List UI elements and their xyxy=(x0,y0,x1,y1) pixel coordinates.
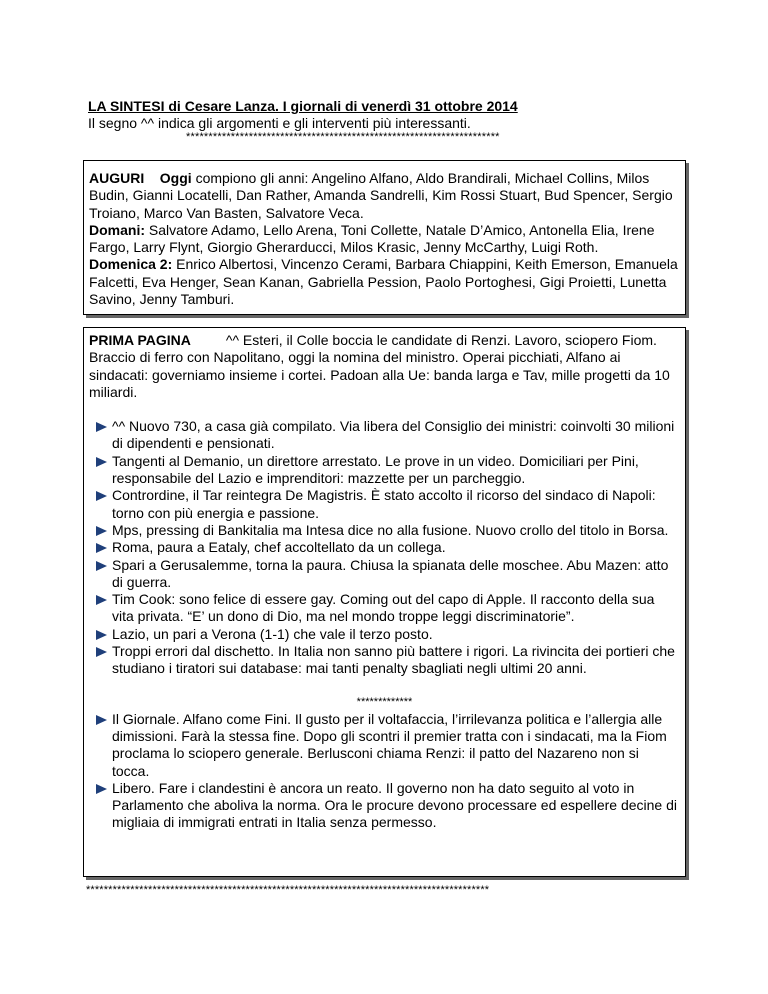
triangle-right-icon xyxy=(96,647,107,657)
triangle-right-icon xyxy=(96,491,107,501)
inner-separator: ************* xyxy=(356,695,413,708)
header-separator: ********************************************************************** xyxy=(186,131,500,143)
list-item xyxy=(89,643,680,678)
list-item-text: ^^ Nuovo 730, a casa già compilato. Via libera del Consiglio dei ministri: coinvolti 30 milioni di dipendenti e pensionati. xyxy=(112,418,675,452)
newspaper-list xyxy=(89,711,680,832)
domani-text: Salvatore Adamo, Lello Arena, Toni Collette, Natale D’Amico, Antonella Elia, Irene Fargo, Larry Flynt, Giorgio Gherarducci, Milos Krasic, Jenny McCarthy, Luigi Roth. xyxy=(89,221,655,256)
list-item-text: Spari a Gerusalemme, torna la paura. Chiusa la spianata delle moschee. Abu Mazen: atto di guerra. xyxy=(112,556,669,590)
list-item-text: Libero. Fare i clandestini è ancora un reato. Il governo non ha dato seguito al voto in Parlamento che aboliva la norma. Ora le procure devono processare ed espellere decine di migliaia di immigrati entrati in Italia senza permesso. xyxy=(112,779,677,831)
oggi-text: compiono gli anni: Angelino Alfano, Aldo Brandirali, Michael Collins, Milos Budin, Gianni Locatelli, Dan Rather, Amanda Sandrelli, Kim Rossi Stuart, Bud Spencer, Sergio Troiano, Marco Van Basten, Salvatore Veca. xyxy=(89,170,673,221)
list-item xyxy=(89,557,680,592)
prima-pagina-intro-text: ^^ Esteri, il Colle boccia le candidate di Renzi. Lavoro, sciopero Fiom. Braccio di ferro con Napolitano, oggi la nomina del ministro. Operai picchiati, Alfano ai sindacati: governiamo insieme i cortei. Padoan alla Ue: banda larga e Tav, mille progetti da 10 miliardi. xyxy=(89,332,670,400)
list-item xyxy=(89,780,680,832)
triangle-right-icon xyxy=(96,595,107,605)
prima-pagina-heading: PRIMA PAGINA xyxy=(89,332,191,348)
document-title: LA SINTESI di Cesare Lanza. I giornali di venerdì 31 ottobre 2014 xyxy=(88,98,518,114)
list-item-text: Roma, paura a Eataly, chef accoltellato da un collega. xyxy=(112,539,446,556)
triangle-right-icon xyxy=(96,543,107,553)
triangle-right-icon xyxy=(96,784,107,794)
triangle-right-icon xyxy=(96,526,107,536)
list-item xyxy=(89,487,680,522)
list-item-text: Contrordine, il Tar reintegra De Magistris. È stato accolto il ricorso del sindaco di Napoli: torno con più energia e passione. xyxy=(112,487,656,521)
triangle-right-icon xyxy=(96,422,107,432)
document-subtitle: Il segno ^^ indica gli argomenti e gli interventi più interessanti. xyxy=(88,115,471,131)
footer-separator: ******************************************************************************************* xyxy=(86,884,490,896)
list-item xyxy=(89,626,680,643)
oggi-label: Oggi xyxy=(159,170,192,186)
triangle-right-icon xyxy=(96,630,107,640)
list-item-text: Troppi errori dal dischetto. In Italia non sanno più battere i rigori. La rivincita dei portieri che studiano i tiratori sui database: mai tanti penalty sbagliati negli ultimi 20 anni. xyxy=(112,643,675,677)
list-item xyxy=(89,418,680,453)
domenica-label: Domenica 2: xyxy=(89,256,173,273)
auguri-oggi xyxy=(89,170,680,222)
list-item-text: Mps, pressing di Bankitalia ma Intesa dice no alla fusione. Nuovo crollo del titolo in Borsa. xyxy=(112,521,669,538)
domenica-text: Enrico Albertosi, Vincenzo Cerami, Barbara Chiappini, Keith Emerson, Emanuela Falcetti, Eva Henger, Sean Kanan, Gabriella Pession, Paolo Portoghesi, Gigi Proietti, Lunetta Savino, Jenny Tamburi. xyxy=(89,256,678,308)
prima-pagina-box xyxy=(83,327,686,877)
auguri-domenica xyxy=(89,256,680,308)
auguri-domani xyxy=(89,222,680,257)
list-item-text: Il Giornale. Alfano come Fini. Il gusto per il voltafaccia, l’irrilevanza politica e l’allergia alle dimissioni. Farà la stessa fine. Dopo gli scontri il premier tratta con i sindacati, ma la Fiom proclama lo sciopero generale. Berlusconi chiama Renzi: il patto del Nazareno non si tocca. xyxy=(112,710,667,779)
news-list xyxy=(89,418,680,677)
list-item-text: Tim Cook: sono felice di essere gay. Coming out del capo di Apple. Il racconto della sua vita privata. “E’ un dono di Dio, ma nel mondo troppe leggi discriminatorie”. xyxy=(112,591,655,625)
list-item xyxy=(89,591,680,626)
list-item xyxy=(89,453,680,488)
prima-pagina-intro xyxy=(89,332,680,401)
list-item xyxy=(89,539,680,556)
list-item-text: Lazio, un pari a Verona (1-1) che vale il terzo posto. xyxy=(112,625,433,642)
domani-label: Domani: xyxy=(89,221,145,238)
auguri-box xyxy=(83,160,686,315)
triangle-right-icon xyxy=(96,715,107,725)
list-item xyxy=(89,711,680,780)
triangle-right-icon xyxy=(96,457,107,467)
list-item xyxy=(89,522,680,539)
auguri-heading: AUGURI xyxy=(89,170,145,186)
triangle-right-icon xyxy=(96,561,107,571)
list-item-text: Tangenti al Demanio, un direttore arrestato. Le prove in un video. Domiciliari per Pini, responsabile del Lazio e imprenditori: mazzette per un parcheggio. xyxy=(112,452,639,487)
document-header xyxy=(88,98,688,132)
